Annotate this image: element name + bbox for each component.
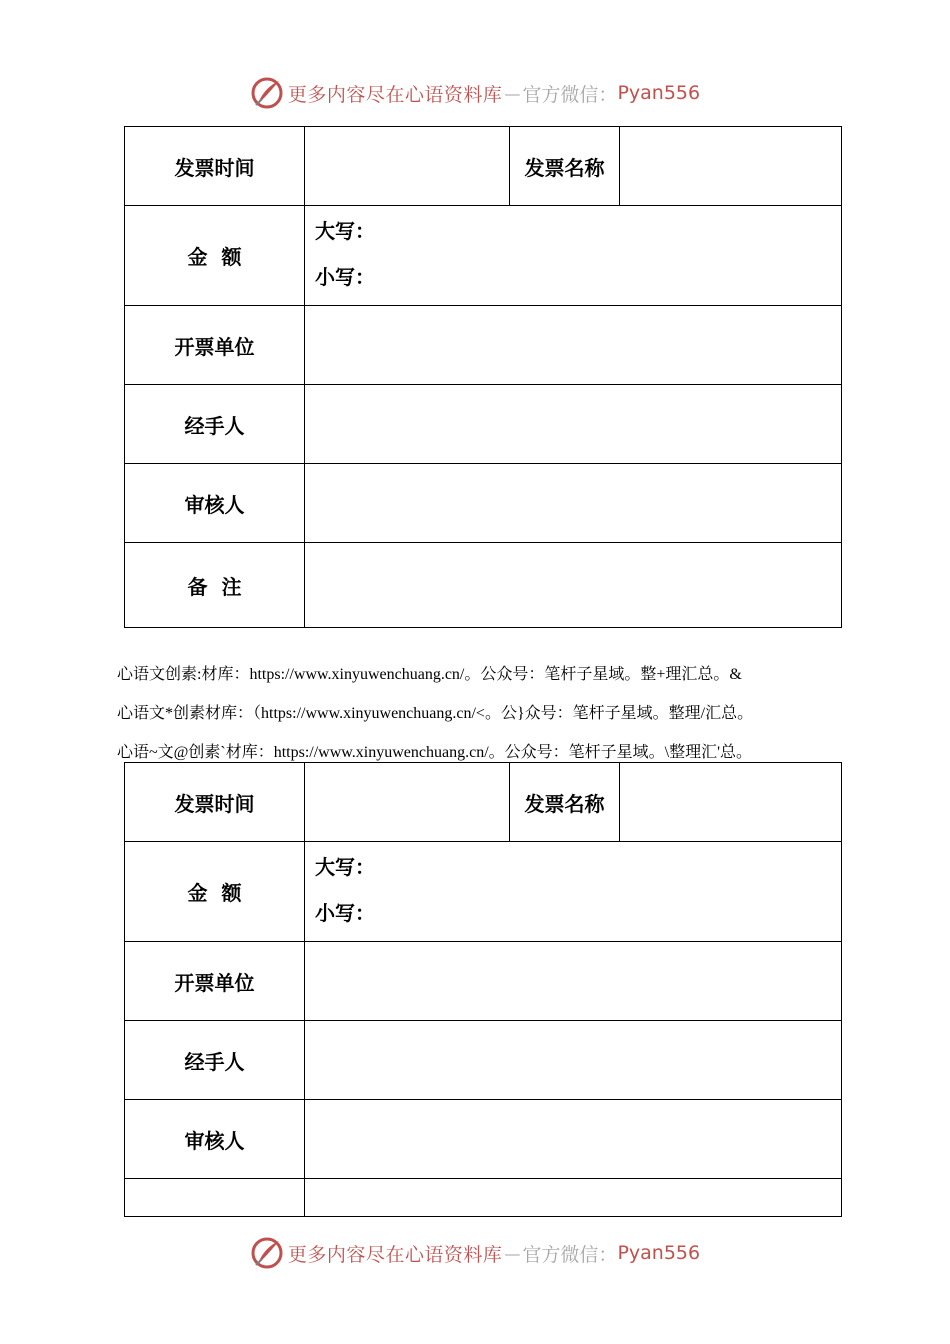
amount-upper-label: 大写： <box>315 219 375 243</box>
invoice-name-label: 发票名称 <box>510 127 620 206</box>
amount-upper-label: 大写： <box>315 855 375 879</box>
amount-field[interactable] <box>305 842 842 942</box>
banner-dash: — <box>504 83 521 103</box>
amount-lower-label: 小写： <box>315 265 375 289</box>
last-row-field[interactable] <box>305 1179 842 1217</box>
invoice-form-top <box>124 126 842 628</box>
amount-lower-label: 小写： <box>315 901 375 925</box>
invoice-name-field[interactable] <box>620 127 842 206</box>
invoice-time-label: 发票时间 <box>125 127 305 206</box>
handler-label: 经手人 <box>125 1021 305 1100</box>
note-line: 心语文创素:材库：https://www.xinyuwenchuang.cn/。公众号：笔杆子星域。整+理汇总。& <box>117 666 742 683</box>
note-line: 心语文*创素材库：（https://www.xinyuwenchuang.cn/<。公}众号：笔杆子星域。整理/汇总。 <box>117 705 754 722</box>
quill-logo-icon <box>250 1236 284 1270</box>
quill-logo-icon <box>250 76 284 110</box>
issuer-label: 开票单位 <box>125 306 305 385</box>
reviewer-field[interactable] <box>305 464 842 543</box>
issuer-field[interactable] <box>305 942 842 1021</box>
last-row-label <box>125 1179 305 1217</box>
note-line: 心语~文@创素`材库：https://www.xinyuwenchuang.cn/。公众号：笔杆子星域。\整理汇'总。 <box>117 744 752 761</box>
reviewer-field[interactable] <box>305 1100 842 1179</box>
banner-wechat-id: Pyan556 <box>617 1242 701 1264</box>
invoice-name-field[interactable] <box>620 763 842 842</box>
amount-label: 金 额 <box>125 206 305 306</box>
invoice-time-field[interactable] <box>305 763 510 842</box>
banner-dash: — <box>504 1243 521 1263</box>
reviewer-label: 审核人 <box>125 464 305 543</box>
issuer-field[interactable] <box>305 306 842 385</box>
handler-field[interactable] <box>305 385 842 464</box>
banner-text: 更多内容尽在心语资料库 <box>287 1243 503 1266</box>
notes-block <box>117 660 837 777</box>
invoice-time-field[interactable] <box>305 127 510 206</box>
remark-label: 备 注 <box>125 543 305 628</box>
reviewer-label: 审核人 <box>125 1100 305 1179</box>
banner-wechat-id: Pyan556 <box>617 82 701 104</box>
banner-wechat-label: 官方微信： <box>522 1243 618 1266</box>
banner-wechat-label: 官方微信： <box>522 83 618 106</box>
banner-text: 更多内容尽在心语资料库 <box>287 83 503 106</box>
amount-field[interactable] <box>305 206 842 306</box>
issuer-label: 开票单位 <box>125 942 305 1021</box>
handler-field[interactable] <box>305 1021 842 1100</box>
amount-label: 金 额 <box>125 842 305 942</box>
remark-field[interactable] <box>305 543 842 628</box>
invoice-time-label: 发票时间 <box>125 763 305 842</box>
invoice-name-label: 发票名称 <box>510 763 620 842</box>
footer-banner <box>0 1233 950 1273</box>
header-banner <box>0 73 950 113</box>
invoice-form-bottom <box>124 762 842 1217</box>
handler-label: 经手人 <box>125 385 305 464</box>
